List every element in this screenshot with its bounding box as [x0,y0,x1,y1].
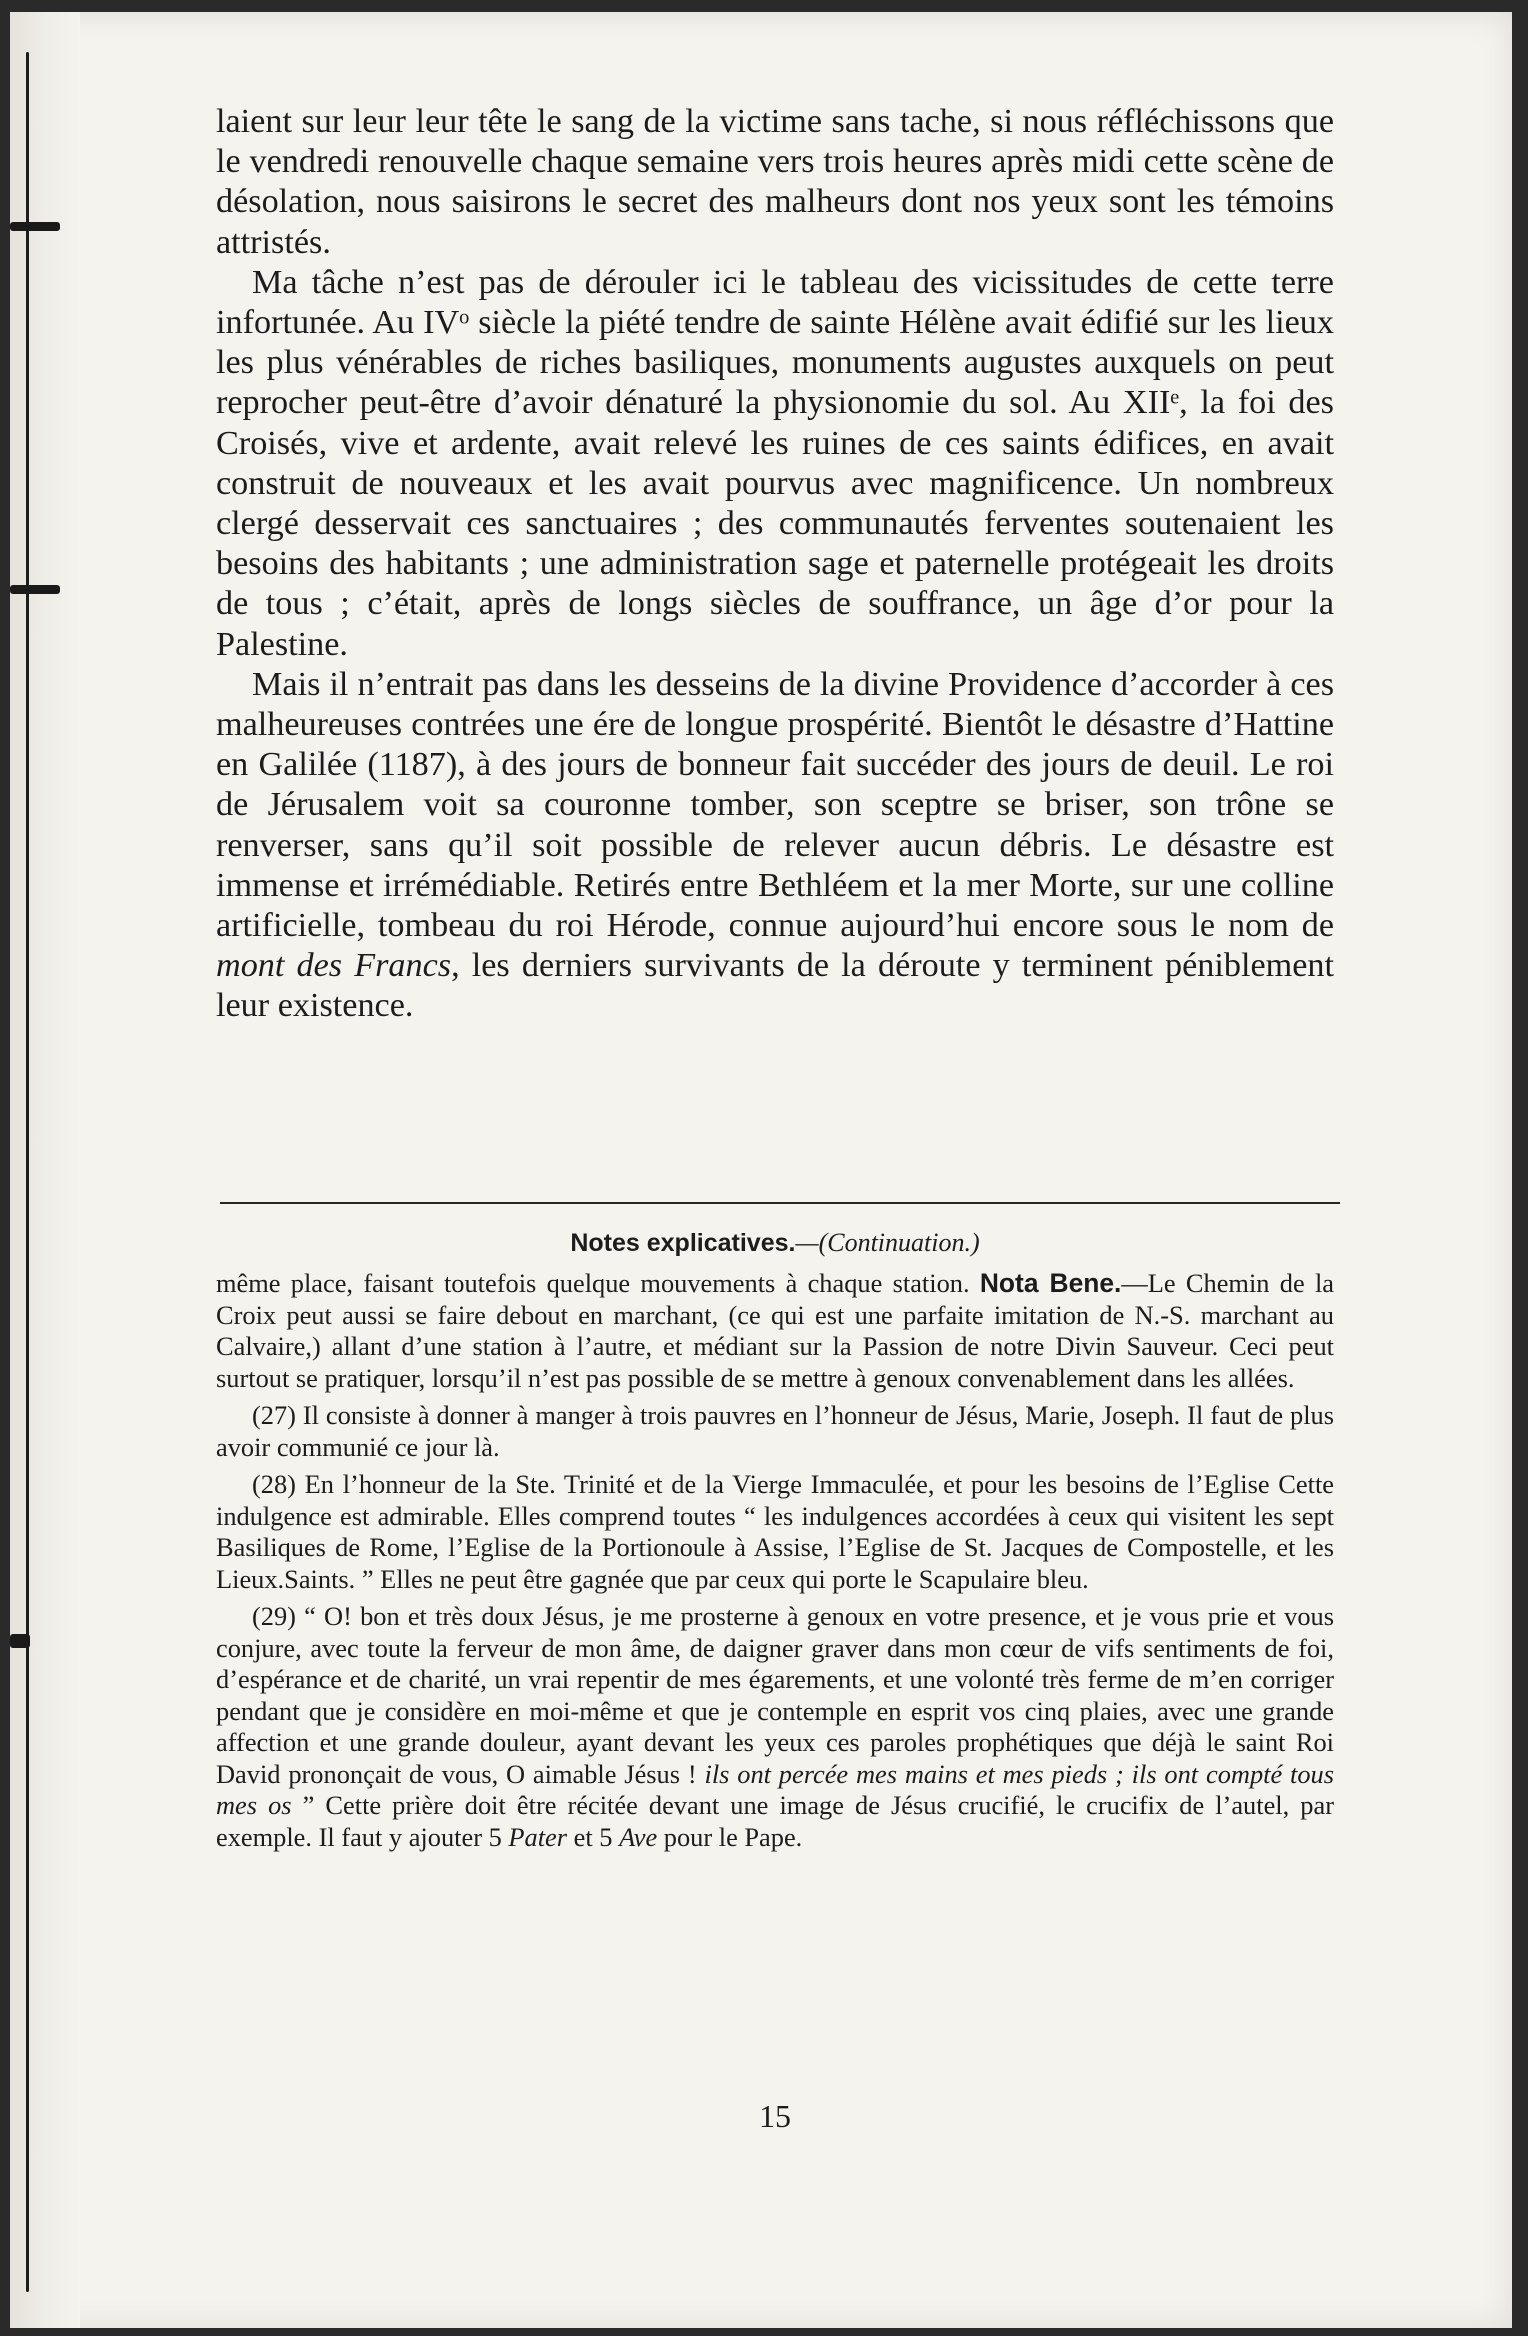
main-text [216,102,1334,1027]
century-numeral: XIIᵉ [1122,384,1180,422]
note-text: (29) “ O! bon et très doux Jésus, je me prosterne à genoux en votre presence, et je vous prie et vous conjure, avec toute la ferveur de mon âme, de daigner graver dans mon cœur de vifs sentiments de foi, d’espérance et de charité, un vrai repentir de mes égarements, et une volonté très ferme de m’en corriger pendant que je considère en moi-même et que je contemple en esprit vos cinq plaies, avec une grande affection et une grande douleur, ayant devant les yeux ces paroles prophétiques que déjà le saint Roi David prononçait de vous, O aimable Jésus ! [216,1601,1334,1789]
note-text: (27) Il consiste à donner à manger à trois pauvres en l’honneur de Jésus, Marie, Joseph. Il faut de plus avoir communié ce jour là. [216,1400,1334,1462]
page-number: 15 [759,2098,791,2134]
notes-heading [216,1228,1334,1258]
paragraph [216,665,1334,1027]
note-text: pour le Pape. [657,1821,803,1852]
nota-bene-label: Nota Bene. [979,1268,1122,1298]
notes-text [216,1268,1334,1859]
paragraph-text: Ma tâche n’est pas de dérouler ici le tableau des vicissitudes de cette terre infortunée. Au [216,263,1334,342]
note-text: ” Cette prière doit être récitée devant une image de Jésus crucifié, le crucifix de l’autel, par exemple. Il faut y ajouter 5 [216,1790,1334,1852]
note-text: —Le Chemin de la Croix peut aussi se faire debout en marchant, (ce qui est une parfaite imitation de N.-S. marchant au Calvaire,) allant d’une station à l’autre, et médiant sur la Passion de notre Divin Sauveur. Ceci peut surtout se pratiquer, lorsqu’il n’est pas possible de se mettre à genoux convenablement dans les allées. [216,1268,1335,1393]
paragraph-text: Mais il n’entrait pas dans les desseins de la divine Providence d’accorder à ces malheureuses contrées une ére de longue prospérité. Bientôt le désastre d’Hattine en Galilée (1187), à des jours de bonneur fait succéder des jours de deuil. Le roi de Jérusalem voit sa couronne tomber, son sceptre se briser, son trône se renverser, sans qu’il soit possible de relever aucun débris. Le désastre est immense et irrémédiable. Retirés entre Bethléem et la mer Morte, sur une colline artificielle, tombeau du roi Hérode, connue aujourd’hui encore sous le nom de [216,665,1334,945]
italic-phrase: mont des Francs [216,947,452,985]
note-28 [216,1469,1334,1595]
binding-stitch [10,222,60,231]
paragraph-text: siècle la piété tendre de sainte Hélène avait édifié sur les lieux les plus vénérables de riches basiliques, monuments augustes auxquels on peut reprocher peut-être d’avoir dénaturé la physionomie du sol. Au [216,304,1334,422]
binding-thread [26,52,29,2292]
paragraph-text: , la foi des Croisés, vive et ardente, avait relevé les ruines de ces saints édifices, en avait construit de nouveaux et les avait pourvus avec magnificence. Un nombreux clergé desservait ces sanctuaires ; des communautés ferventes soutenaient les besoins des habitants ; une administration sage et paternelle protégeait les droits de tous ; c’était, après de longs siècles de souffrance, un âge d’or pour la Palestine. [216,384,1334,663]
binding-stitch [10,1634,30,1648]
note-27 [216,1400,1334,1463]
note-paragraph [216,1268,1334,1394]
note-text: et 5 [567,1821,620,1852]
italic-quote: ils ont percée mes mains et mes pieds ; ils ont compté tous mes os [216,1758,1335,1820]
century-numeral: IVᵒ [423,304,470,342]
binding-stitch [10,585,60,594]
paragraph-text: laient sur leur leur tête le sang de la victime sans tache, si nous réfléchissons que le vendredi renouvelle chaque semaine vers trois heures après midi cette scène de désolation, nous saisirons le secret des malheurs dont nos yeux sont les témoins attristés. [216,103,1334,261]
section-divider [220,1202,1340,1204]
note-text: (28) En l’honneur de la Ste. Trinité et de la Vierge Immaculée, et pour les besoins de l’Eglise Cette indulgence est admirable. Elles comprend toutes “ les indulgences accordées à ceux qui visitent les sept Basiliques de Rome, l’Eglise de la Portionoule à Assise, l’Eglise de St. Jacques de Compostelle, et les Lieux.Saints. ” Elles ne peut être gagnée que par ceux qui porte le Scapulaire bleu. [216,1469,1334,1594]
notes-heading-title: Notes explicatives. [570,1229,796,1257]
paragraph-text: , les derniers survivants de la déroute y terminent péniblement leur existence. [216,947,1334,1025]
note-29 [216,1601,1334,1853]
italic-word: Pater [508,1821,568,1852]
note-text: même place, faisant toutefois quelque mouvements à chaque station. [216,1268,980,1298]
notes-heading-subtitle: —(Continuation.) [795,1228,980,1257]
paragraph [216,102,1334,263]
italic-word: Ave [619,1821,658,1852]
page-binding [10,12,80,2328]
paragraph [216,263,1334,665]
